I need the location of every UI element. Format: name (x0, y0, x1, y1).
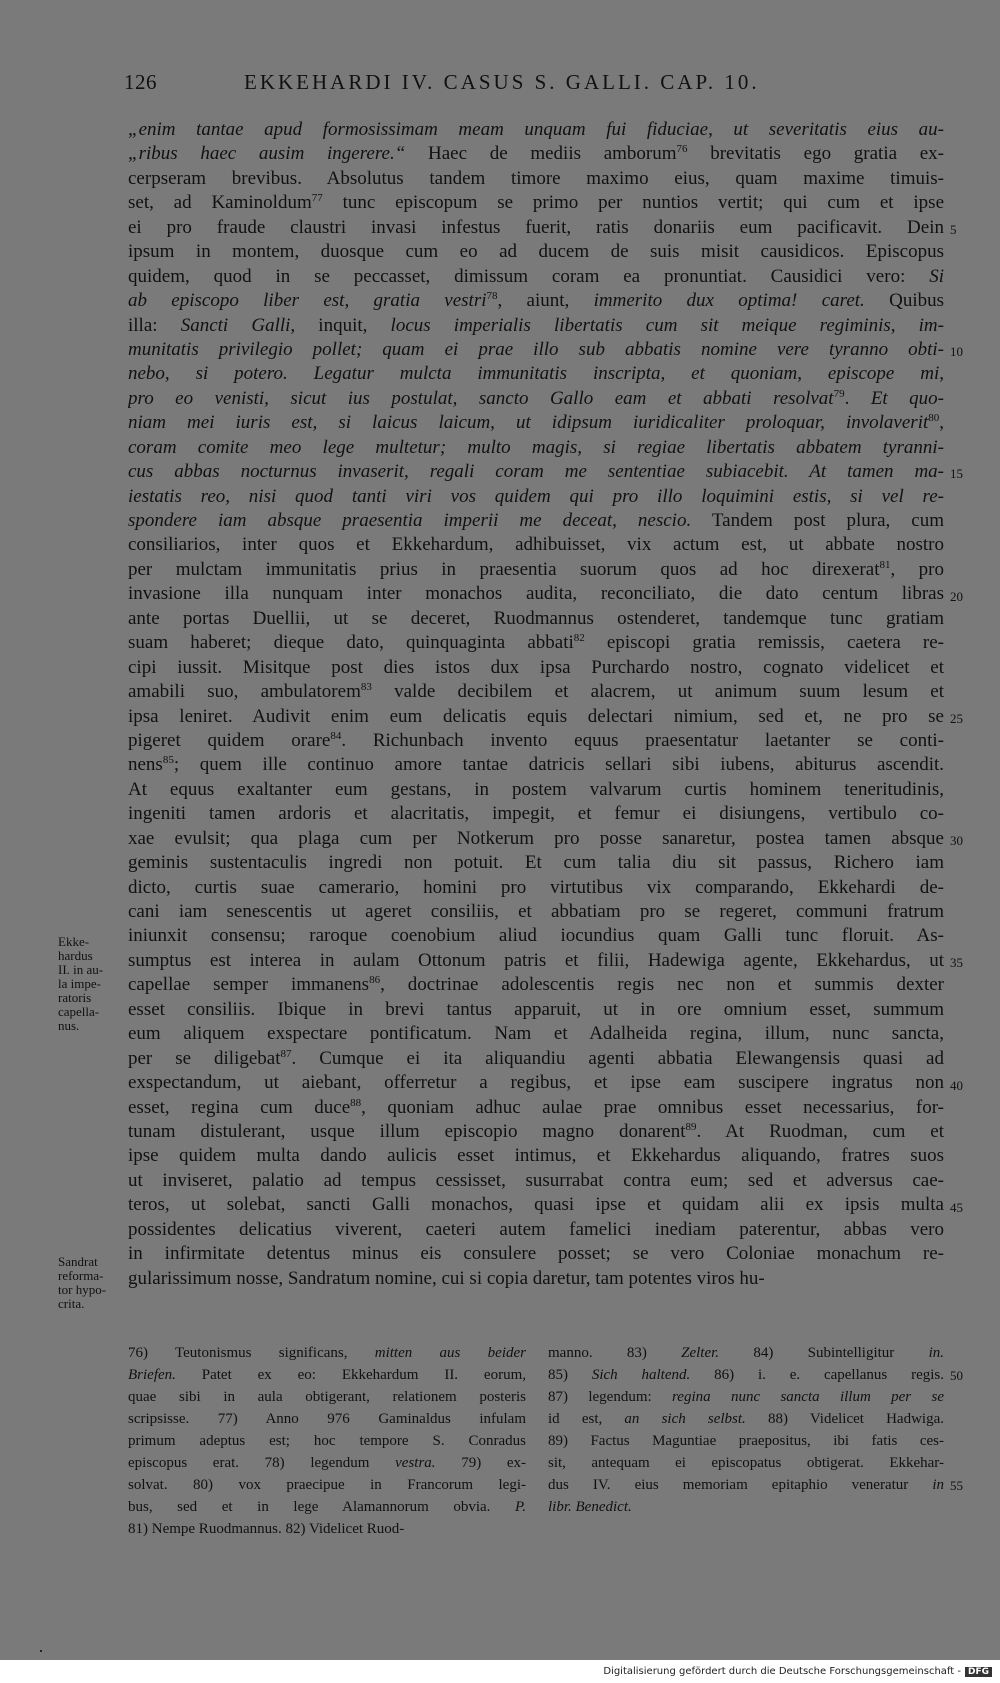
text-line: ipse quidem multa dando aulicis esset intimus, et Ekkehardus aliquando, fratres suos (128, 1145, 944, 1167)
margin-note-line: Ekke- (58, 933, 90, 949)
text-line: cerpseram brevibus. Absolutus tandem timore maximo eius, quam maxime timuis- (128, 167, 944, 189)
text-line: possidentes delicatius viverent, caeteri autem famelici inediam paterentur, abbas vero (128, 1218, 944, 1240)
page-number: 126 (124, 70, 157, 94)
text-line: ei pro fraude claustri invasi infestus fuerit, ratis donariis eum pacificavit. Dein (128, 216, 944, 238)
line-number: 5 (950, 221, 957, 237)
margin-note-line: II. in au- (58, 961, 104, 977)
footnote-line: quae sibi in aula obtigerant, relationem posteris (128, 1389, 526, 1405)
text-line: in infirmitate detentus minus eis consulere posset; se vero Coloniae monachum re- (128, 1243, 944, 1265)
text-line: exspectandum, ut aiebant, offerretur a regibus, et ipse eam suscipere ingratus non (128, 1072, 944, 1094)
line-number: 10 (950, 344, 963, 360)
line-number: 30 (950, 833, 963, 849)
footer-credit (603, 1666, 992, 1677)
margin-note-line: reforma- (58, 1267, 104, 1283)
text-line: esset consiliis. Ibique in brevi tantus apparuit, ut in ore omnium esset, summum (128, 998, 944, 1020)
text-line: ingeniti tamen ardoris et alacritatis, impegit, et femur ei disiungens, vertibulo co- (128, 803, 944, 825)
text-line: per se diligebat$^{87}$. Cumque ei ita aliquandiu agenti abbatia Elewangensis quasi ad (128, 1047, 944, 1069)
footnotes-right-column (548, 1342, 944, 1518)
footnote-line: 89) Factus Maguntiae praepositus, ibi fatis ces- (548, 1433, 944, 1449)
footnote-line: libr. Benedict. (548, 1499, 632, 1515)
text-line: invasione illa nunquam inter monachos audita, reconciliato, die dato centum libras (128, 583, 944, 605)
text-line: pro eo venisti, sicut ius postulat, sancto Gallo eam et abbati resolvat$^{79}$. Et quo- (128, 387, 944, 409)
margin-note-line: capella- (58, 1003, 100, 1019)
text-line: amabili suo, ambulatorem$^{83}$ valde decibilem et alacrem, ut animum suum lesum et (128, 681, 944, 703)
line-number: 45 (950, 1199, 963, 1215)
text-line: ab episcopo liber est, gratia vestri$^{78}$, aiunt, immerito dux optima! caret. Quibus (128, 290, 944, 312)
text-line: ipsum in montem, duosque cum eo ad ducem de suis misit causidicos. Episcopus (128, 241, 944, 263)
margin-note-line: ratoris (58, 989, 92, 1005)
text-line: iestatis reo, nisi quod tanti viri vos quidem qui pro illo loquimini estis, si vel re- (128, 485, 944, 507)
margin-note-line: nus. (58, 1017, 80, 1033)
margin-note-line: tor hypo- (58, 1281, 107, 1297)
text-line: sumptus est interea in aulam Ottonum patris et filii, Hadewiga agente, Ekkehardus, ut (128, 949, 944, 971)
footnote-line: id est, an sich selbst. 88) Videlicet Hadwiga. (548, 1411, 944, 1427)
text-line: consiliarios, inter quos et Ekkehardum, adhibuisset, vix actum est, ut abbate nostro (128, 534, 944, 556)
text-line: esset, regina cum duce$^{88}$, quoniam adhuc aulae prae omnibus esset necessarius, for- (128, 1096, 944, 1118)
footnote-line-number: 55 (950, 1478, 963, 1493)
text-line: xae evulsit; qua plaga cum per Notkerum pro posse sanaretur, postea tamen absque (128, 827, 944, 849)
text-line: cipi iussit. Misitque post dies istos dux ipsa Purchardo nostro, cognato videlicet et (128, 656, 944, 678)
running-title: EKKEHARDI IV. CASUS S. GALLI. CAP. 10. (244, 70, 760, 94)
line-number: 20 (950, 588, 963, 604)
margin-note-line: hardus (58, 947, 93, 963)
line-number: 15 (950, 466, 963, 482)
text-line: iniunxit consensu; raroque coenobium aliud iocundius quam Galli tunc floruit. As- (128, 925, 944, 947)
footnote-line: 81) Nempe Ruodmannus. 82) Videlicet Ruod- (128, 1521, 405, 1537)
line-number: 25 (950, 710, 963, 726)
footnote-line: bus, sed et in lege Alamannorum obvia. P. (128, 1499, 526, 1515)
footnotes-left-column (128, 1342, 526, 1540)
footnote-line: dus IV. eius memoriam epitaphio veneratur in (548, 1477, 944, 1493)
text-line: spondere iam absque praesentia imperii me deceat, nescio. Tandem post plura, cum (128, 510, 944, 531)
footnote-line: sit, antequam ei episcopatus obtigerat. Ekkehar- (548, 1455, 944, 1471)
text-line: cani iam senescentis ut ageret consiliis, et abbatiam pro se regeret, communi fratrum (128, 901, 944, 922)
text-line: teros, ut solebat, sancti Galli monachos, quasi ipse et quidam alii ex ipsis multa (128, 1194, 944, 1216)
footer-text: Digitalisierung gefördert durch die Deutsche Forschungsgemeinschaft - (603, 1666, 961, 1677)
text-line: geminis sustentaculis ingredi non potuit. Et cum talia diu sit passus, Richero iam (128, 852, 944, 874)
text-line: nens$^{85}$; quem ille continuo amore tantae datricis sellari sibi iubens, abiturus ascendit. (128, 754, 944, 776)
margin-note (58, 1255, 128, 1311)
text-line: niam mei iuris est, si laicus laicum, ut idipsum iuridicaliter proloquar, involaverit$^{80}$, (128, 412, 944, 434)
text-line: gularissimum nosse, Sandratum nomine, cui si copia daretur, tam potentes viros hu- (128, 1267, 765, 1289)
scan-speck (40, 1650, 42, 1652)
line-number: 35 (950, 955, 963, 971)
footnote-line: 87) legendum: regina nunc sancta illum per se (548, 1389, 944, 1405)
text-line: At equus exaltanter eum gestans, in postem valvarum curtis hominem teneritudinis, (128, 778, 944, 800)
text-line: tunam distulerant, usque illum episcopio magno donarent$^{89}$. At Ruodman, cum et (128, 1120, 944, 1142)
margin-note-line: Sandrat (58, 1253, 98, 1269)
text-line: ante portas Duellii, ut se deceret, Ruodmannus ostenderet, tandemque tunc gratiam (128, 607, 944, 629)
footnote-line: Briefen. Patet ex eo: Ekkehardum II. eorum, (128, 1367, 526, 1383)
text-line: per mulctam immunitatis prius in praesentia suorum quos ad hoc direxerat$^{81}$, pro (128, 558, 944, 580)
footnote-line: 76) Teutonismus significans, mitten aus beider (128, 1345, 526, 1361)
main-text (128, 118, 944, 1291)
text-line: ipsa leniret. Audivit enim eum delicatis equis delectari nimium, sed et, ne pro se (128, 705, 944, 727)
footnote-line: episcopus erat. 78) legendum vestra. 79) ex- (128, 1455, 526, 1471)
text-line: dicto, curtis suae camerario, homini pro virtutibus vix comparando, Ekkehardi de- (128, 876, 944, 898)
line-number: 40 (950, 1077, 963, 1093)
margin-note-line: la impe- (58, 975, 101, 991)
footnote-line-number: 50 (950, 1368, 963, 1383)
text-line: munitatis privilegio pollet; quam ei prae illo sub abbatis nomine vere tyranno obti- (128, 338, 944, 360)
text-line: coram comite meo lege multetur; multo magis, si regiae libertatis abbatem tyranni- (128, 436, 944, 458)
text-line: suam haberet; dieque dato, quinquaginta abbati$^{82}$ episcopi gratia remissis, caetera re- (128, 632, 944, 654)
text-line: capellae semper immanens$^{86}$, doctrinae adolescentis regis nec non et summis dexter (128, 974, 944, 996)
dfg-logo: DFG (965, 1667, 992, 1677)
text-line: quidem, quod in se peccasset, dimissum coram ea pronuntiat. Causidici vero: Si (128, 265, 944, 287)
margin-note (58, 935, 128, 1033)
footnote-line: primum adeptus est; hoc tempore S. Conradus (128, 1433, 526, 1449)
margin-note-line: crita. (58, 1295, 85, 1311)
footnote-line: solvat. 80) vox praecipue in Francorum legi- (128, 1477, 526, 1493)
text-line: pigeret quidem orare$^{84}$. Richunbach invento equus praesentatur laetanter se conti- (128, 729, 944, 751)
text-line: „enim tantae apud formosissimam meam unquam fui fiduciae, ut severitatis eius au- (128, 119, 944, 140)
footnote-line: scripsisse. 77) Anno 976 Gaminaldus infulam (128, 1411, 526, 1427)
footnote-line: 85) Sich haltend. 86) i. e. capellanus regis. (548, 1367, 944, 1383)
text-line: nebo, si potero. Legatur mulcta immunitatis inscripta, et quoniam, episcope mi, (128, 363, 944, 385)
text-line: cus abbas nocturnus invaserit, regali coram me sententiae subiacebit. At tamen ma- (128, 461, 944, 483)
text-line: „ribus haec ausim ingerere.“ Haec de mediis amborum$^{76}$ brevitatis ego gratia ex- (128, 143, 944, 165)
text-line: set, ad Kaminoldum$^{77}$ tunc episcopum se primo per nuntios vertit; qui cum et ipse (128, 192, 944, 214)
text-line: eum aliquem exspectare pontificatum. Nam et Adalheida regina, illum, nunc sancta, (128, 1023, 944, 1045)
footnote-line: manno. 83) Zelter. 84) Subintelligitur in. (548, 1345, 944, 1361)
text-line: ut inviseret, palatio ad tempus cessisset, susurrabat contra eum; sed et adversus cae- (128, 1169, 944, 1191)
text-line: illa: Sancti Galli, inquit, locus imperialis libertatis cum sit meique regiminis, im- (128, 314, 944, 336)
